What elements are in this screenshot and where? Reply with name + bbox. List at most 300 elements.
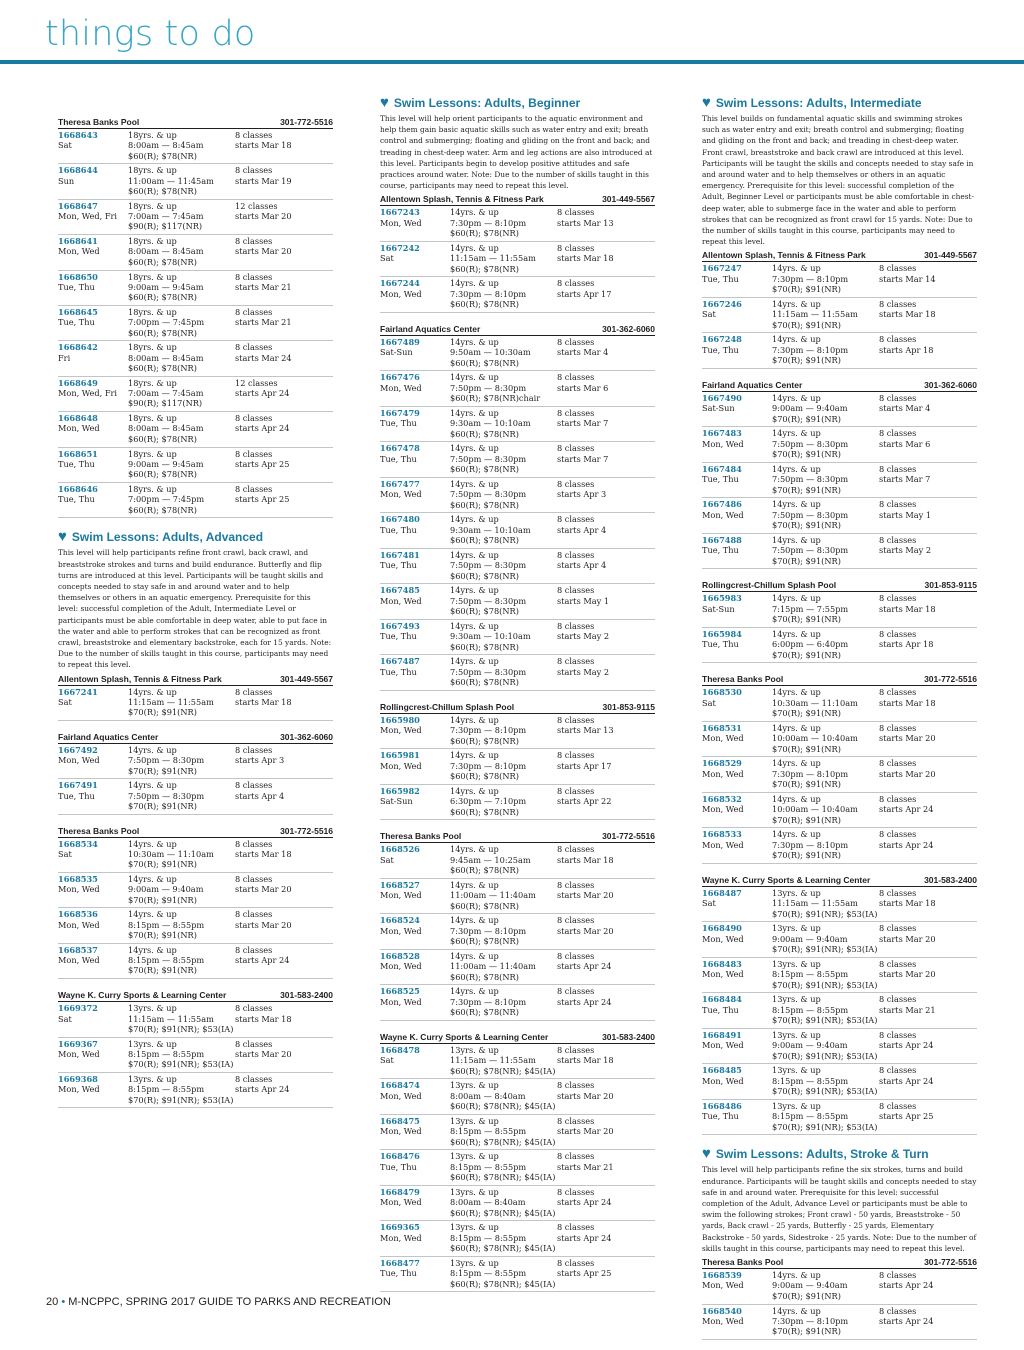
course-row xyxy=(58,1038,333,1073)
course-code-link[interactable]: 1668530 xyxy=(702,687,742,698)
location-phone: 301-772-5516 xyxy=(924,1257,977,1268)
course-row xyxy=(380,785,655,821)
course-row xyxy=(380,407,655,443)
course-row xyxy=(380,478,655,514)
course-fee: $60(R); $78(NR) xyxy=(450,735,519,746)
course-schedule-cell xyxy=(557,408,655,442)
course-code-link[interactable]: 1665982 xyxy=(380,785,420,796)
course-id-cell xyxy=(380,1151,450,1185)
course-row xyxy=(58,129,333,164)
course-code-link[interactable]: 1668524 xyxy=(380,915,420,926)
course-classes: 8 classes xyxy=(879,534,917,545)
course-time: 9:00am — 9:45am xyxy=(128,458,204,469)
course-id-cell xyxy=(702,1270,772,1304)
course-detail-cell xyxy=(128,130,235,163)
course-start: starts Mar 20 xyxy=(879,733,936,744)
location-phone: 301-583-2400 xyxy=(280,990,333,1001)
course-detail-cell xyxy=(128,449,235,482)
course-detail-cell xyxy=(128,378,235,411)
course-code-link[interactable]: 1668479 xyxy=(380,1186,420,1197)
course-time: 7:00pm — 7:45pm xyxy=(128,317,205,328)
course-start: starts Apr 24 xyxy=(557,996,612,1007)
course-row xyxy=(58,377,333,412)
course-start: starts Mar 6 xyxy=(557,382,609,393)
course-id-cell xyxy=(380,585,450,619)
course-schedule-cell xyxy=(235,1074,333,1107)
publication-title: M-NCPPC, SPRING 2017 GUIDE TO PARKS AND RECREATION xyxy=(68,1296,391,1308)
course-id-cell xyxy=(58,307,128,340)
location-header xyxy=(58,731,333,744)
course-classes: 8 classes xyxy=(879,1065,917,1076)
course-time: 11:15am — 11:55am xyxy=(772,898,858,909)
course-code-link[interactable]: 1668534 xyxy=(58,838,98,849)
course-code-link[interactable]: 1668536 xyxy=(58,909,98,920)
course-row xyxy=(702,262,977,298)
course-age: 13yrs. & up xyxy=(450,1080,499,1091)
course-start: starts Mar 14 xyxy=(879,273,936,284)
course-code-link[interactable]: 1665983 xyxy=(702,593,742,604)
location-name: Theresa Banks Pool xyxy=(58,825,140,836)
course-time: 9:30am — 10:10am xyxy=(450,418,531,429)
section-description: This level will help participants refine front crawl, back crawl, and breaststroke strokes and turns and build endurance. Butterfly and flip turns are introduced at this level. Participants will be taught skills and concepts needed to stay safe in and around water and to help themselves or others in an aquatic emergency. Prerequisite for this level: successful completion of the Adult, Intermediate Level or participants must be able comfortable in deep water, able to put face in the water and able to perform strokes that can be recognized as front crawl, breaststroke and elementary backstroke, each for 15 yards. Note: Due to the number of skills taught in this course, participants may need to repeat this level. xyxy=(58,548,332,670)
course-fee: $70(R); $91(NR); $53(IA) xyxy=(772,979,878,990)
course-row xyxy=(702,463,977,499)
course-id-cell xyxy=(702,723,772,757)
course-time: 7:50pm — 8:30pm xyxy=(128,790,205,801)
course-code-link[interactable]: 1669372 xyxy=(58,1003,98,1014)
course-days: Mon, Wed xyxy=(702,733,744,744)
course-detail-cell xyxy=(450,585,557,619)
location-phone: 301-583-2400 xyxy=(924,874,977,885)
course-detail-cell xyxy=(450,479,557,513)
course-classes: 8 classes xyxy=(879,428,917,439)
course-id-cell xyxy=(58,413,128,446)
course-id-cell xyxy=(380,243,450,277)
course-code-link[interactable]: 1668641 xyxy=(58,236,98,247)
course-start: starts Mar 20 xyxy=(879,768,936,779)
course-time: 7:50pm — 8:30pm xyxy=(450,382,527,393)
course-age: 18yrs. & up xyxy=(128,342,177,353)
course-row xyxy=(380,655,655,691)
course-code-link[interactable]: 1668526 xyxy=(380,844,420,855)
course-code-link[interactable]: 1668532 xyxy=(702,793,742,804)
course-age: 14yrs. & up xyxy=(450,714,499,725)
course-id-cell xyxy=(58,909,128,942)
course-id-cell xyxy=(702,299,772,333)
course-code-link[interactable]: 1668528 xyxy=(380,950,420,961)
course-id-cell xyxy=(58,1074,128,1107)
course-code-link[interactable]: 1668533 xyxy=(702,829,742,840)
course-row xyxy=(380,336,655,372)
course-time: 7:30pm — 8:10pm xyxy=(772,768,849,779)
section-title: Swim Lessons: Adults, Advanced xyxy=(71,529,264,544)
course-id-cell xyxy=(702,1306,772,1340)
block-spacer xyxy=(702,1340,977,1350)
course-time: 11:15am — 11:55am xyxy=(772,309,858,320)
course-days: Mon, Wed xyxy=(702,839,744,850)
course-classes: 8 classes xyxy=(879,793,917,804)
course-start: starts Mar 20 xyxy=(235,1048,292,1059)
course-age: 14yrs. & up xyxy=(450,915,499,926)
course-code-link[interactable]: 1668478 xyxy=(380,1044,420,1055)
course-age: 13yrs. & up xyxy=(772,887,821,898)
block-spacer xyxy=(702,864,977,874)
course-id-cell xyxy=(702,464,772,498)
course-days: Mon, Wed xyxy=(380,725,422,736)
course-code-link[interactable]: 1668487 xyxy=(702,887,742,898)
course-row xyxy=(380,985,655,1021)
course-schedule-cell xyxy=(557,880,655,914)
course-id-cell xyxy=(702,959,772,993)
course-code-link[interactable]: 1667492 xyxy=(58,744,98,755)
course-code-link[interactable]: 1667479 xyxy=(380,407,420,418)
course-code-link[interactable]: 1668650 xyxy=(58,271,98,282)
course-detail-cell xyxy=(450,951,557,985)
course-classes: 8 classes xyxy=(235,483,273,494)
course-classes: 8 classes xyxy=(557,986,595,997)
course-days: Tue, Thu xyxy=(702,1004,739,1015)
course-row xyxy=(380,950,655,986)
course-classes: 8 classes xyxy=(557,620,595,631)
course-age: 14yrs. & up xyxy=(772,687,821,698)
course-start: starts Apr 4 xyxy=(557,560,607,571)
course-classes: 8 classes xyxy=(557,714,595,725)
course-start: starts Mar 20 xyxy=(235,246,292,257)
course-detail-cell xyxy=(128,1074,235,1107)
course-code-link[interactable]: 1668525 xyxy=(380,986,420,997)
course-code-link[interactable]: 1668646 xyxy=(58,483,98,494)
course-code-link[interactable]: 1668490 xyxy=(702,923,742,934)
course-schedule-cell xyxy=(235,945,333,978)
course-days: Sat-Sun xyxy=(702,403,735,414)
course-detail-cell xyxy=(128,745,235,778)
course-row xyxy=(380,1044,655,1080)
course-code-link[interactable]: 1668485 xyxy=(702,1065,742,1076)
course-days: Mon, Wed xyxy=(58,1048,100,1059)
course-id-cell xyxy=(380,278,450,312)
course-code-link[interactable]: 1668537 xyxy=(58,944,98,955)
course-time: 10:30am — 11:10am xyxy=(772,697,858,708)
course-code-link[interactable]: 1669368 xyxy=(58,1074,98,1085)
course-time: 7:50pm — 8:30pm xyxy=(128,755,205,766)
course-start: starts Mar 18 xyxy=(557,854,614,865)
course-code-link[interactable]: 1669365 xyxy=(380,1222,420,1233)
course-id-cell xyxy=(702,428,772,462)
course-detail-cell xyxy=(450,715,557,749)
course-row xyxy=(58,908,333,943)
course-fee: $70(R); $91(NR) xyxy=(128,707,197,718)
course-schedule-cell xyxy=(235,1003,333,1036)
course-schedule-cell xyxy=(879,629,977,663)
course-code-link[interactable]: 1668535 xyxy=(58,874,98,885)
block-spacer xyxy=(702,569,977,579)
course-classes: 8 classes xyxy=(879,1100,917,1111)
course-classes: 8 classes xyxy=(879,392,917,403)
course-code-link[interactable]: 1667476 xyxy=(380,372,420,383)
course-fee: $60(R); $78(NR) xyxy=(128,256,197,267)
bullet-icon: • xyxy=(61,1296,66,1308)
course-schedule-cell xyxy=(557,550,655,584)
course-code-link[interactable]: 1667491 xyxy=(58,780,98,791)
course-schedule-cell xyxy=(557,621,655,655)
course-row xyxy=(702,1305,977,1341)
course-schedule-cell xyxy=(235,839,333,872)
course-days: Mon, Wed xyxy=(380,760,422,771)
course-code-link[interactable]: 1667244 xyxy=(380,278,420,289)
section-heading xyxy=(58,528,333,545)
course-row xyxy=(58,1002,333,1037)
course-classes: 8 classes xyxy=(879,593,917,604)
course-start: starts Mar 20 xyxy=(235,919,292,930)
location-name: Theresa Banks Pool xyxy=(702,674,784,685)
location-name: Theresa Banks Pool xyxy=(380,831,462,842)
course-fee: $60(R); $78(NR); $45(IA) xyxy=(450,1172,556,1183)
course-code-link[interactable]: 1668645 xyxy=(58,306,98,317)
course-age: 18yrs. & up xyxy=(128,165,177,176)
course-code-link[interactable]: 1668476 xyxy=(380,1151,420,1162)
course-code-link[interactable]: 1667487 xyxy=(380,656,420,667)
course-time: 7:30pm — 8:10pm xyxy=(450,760,527,771)
course-time: 7:50pm — 8:30pm xyxy=(450,560,527,571)
course-row xyxy=(380,1115,655,1151)
course-id-cell xyxy=(702,1101,772,1135)
course-code-link[interactable]: 1665981 xyxy=(380,750,420,761)
course-detail-cell xyxy=(128,1039,235,1072)
course-code-link[interactable]: 1667242 xyxy=(380,242,420,253)
course-start: starts Apr 24 xyxy=(557,1197,612,1208)
course-start: starts Mar 21 xyxy=(235,317,292,328)
course-age: 14yrs. & up xyxy=(128,744,177,755)
course-days: Mon, Wed xyxy=(702,1040,744,1051)
course-classes: 8 classes xyxy=(557,844,595,855)
course-code-link[interactable]: 1668483 xyxy=(702,958,742,969)
course-days: Tue, Thu xyxy=(380,1268,417,1279)
course-start: starts Apr 17 xyxy=(557,288,612,299)
course-days: Mon, Wed, Fri xyxy=(58,388,118,399)
course-schedule-cell xyxy=(235,342,333,375)
course-age: 14yrs. & up xyxy=(128,944,177,955)
course-days: Mon, Wed xyxy=(58,884,100,895)
course-age: 13yrs. & up xyxy=(450,1151,499,1162)
course-row xyxy=(380,879,655,915)
course-row xyxy=(58,744,333,779)
course-classes: 8 classes xyxy=(879,334,917,345)
course-start: starts May 2 xyxy=(879,545,932,556)
course-time: 9:45am — 10:25am xyxy=(450,854,531,865)
course-days: Mon, Wed xyxy=(380,996,422,1007)
course-fee: $60(R); $78(NR) xyxy=(450,971,519,982)
course-days: Mon, Wed xyxy=(702,969,744,980)
course-row xyxy=(702,722,977,758)
course-code-link[interactable]: 1668647 xyxy=(58,200,98,211)
course-start: starts Mar 6 xyxy=(879,438,931,449)
course-classes: 8 classes xyxy=(235,838,273,849)
course-days: Sat-Sun xyxy=(702,603,735,614)
course-time: 11:15am — 11:55am xyxy=(450,253,536,264)
course-row xyxy=(380,843,655,879)
course-id-cell xyxy=(702,888,772,922)
course-code-link[interactable]: 1668643 xyxy=(58,130,98,140)
course-code-link[interactable]: 1667241 xyxy=(58,686,98,697)
course-code-link[interactable]: 1667477 xyxy=(380,478,420,489)
course-age: 14yrs. & up xyxy=(772,463,821,474)
course-detail-cell xyxy=(450,1045,557,1079)
course-code-link[interactable]: 1667246 xyxy=(702,298,742,309)
course-detail-cell xyxy=(450,443,557,477)
course-fee: $70(R); $91(NR) xyxy=(772,484,841,495)
block-spacer xyxy=(58,1108,333,1118)
course-id-cell xyxy=(380,1116,450,1150)
course-id-cell xyxy=(380,786,450,820)
course-code-link[interactable]: 1667480 xyxy=(380,514,420,525)
location-phone: 301-853-9115 xyxy=(602,701,655,712)
course-code-link[interactable]: 1667243 xyxy=(380,207,420,218)
course-days: Mon, Wed xyxy=(702,1075,744,1086)
course-code-link[interactable]: 1668649 xyxy=(58,377,98,388)
course-fee: $60(R); $78(NR); $45(IA) xyxy=(450,1136,556,1147)
course-fee: $70(R); $91(NR) xyxy=(772,355,841,366)
course-detail-cell xyxy=(128,909,235,942)
block-spacer xyxy=(58,815,333,825)
course-schedule-cell xyxy=(235,272,333,305)
course-fee: $60(R); $78(NR) xyxy=(128,469,197,480)
course-start: starts Apr 3 xyxy=(235,755,285,766)
course-days: Mon, Wed xyxy=(380,288,422,299)
course-fee: $70(R); $91(NR) xyxy=(772,520,841,531)
course-code-link[interactable]: 1668484 xyxy=(702,994,742,1005)
course-code-link[interactable]: 1667483 xyxy=(702,428,742,439)
course-detail-cell xyxy=(128,413,235,446)
section-description: This level will help orient participants to the aquatic environment and help them gain basic aquatic skills such as water entry and exit; breath control and submerging; floating and gliding on the front and back; and treading in chest-deep water. Arm and leg actions are also introduced at this level. Participants begin to develop positive attitudes and safe practices around water. Note: Due to the number of skills taught in this course, participants may need to repeat this level. xyxy=(380,114,653,191)
course-code-link[interactable]: 1668644 xyxy=(58,165,98,176)
course-days: Tue, Thu xyxy=(702,273,739,284)
course-schedule-cell xyxy=(557,243,655,277)
course-row xyxy=(58,686,333,721)
course-id-cell xyxy=(702,393,772,427)
location-header xyxy=(702,379,977,392)
course-row xyxy=(58,483,333,518)
course-id-cell xyxy=(58,165,128,198)
course-fee: $70(R); $91(NR) xyxy=(128,800,197,811)
course-age: 13yrs. & up xyxy=(450,1222,499,1233)
course-code-link[interactable]: 1668474 xyxy=(380,1080,420,1091)
course-age: 14yrs. & up xyxy=(450,585,499,596)
course-schedule-cell xyxy=(557,514,655,548)
course-code-link[interactable]: 1665980 xyxy=(380,714,420,725)
course-days: Mon, Wed xyxy=(58,423,100,434)
course-row xyxy=(58,412,333,447)
course-code-link[interactable]: 1668642 xyxy=(58,342,98,353)
course-detail-cell xyxy=(772,334,879,368)
course-classes: 8 classes xyxy=(557,1257,595,1268)
location-name: Theresa Banks Pool xyxy=(58,117,140,127)
course-schedule-cell xyxy=(557,1080,655,1114)
course-detail-cell xyxy=(772,994,879,1028)
course-id-cell xyxy=(58,236,128,269)
course-age: 14yrs. & up xyxy=(450,879,499,890)
course-code-link[interactable]: 1667485 xyxy=(380,585,420,596)
course-fee: $60(R); $78(NR) xyxy=(450,535,519,546)
course-age: 18yrs. & up xyxy=(128,236,177,247)
course-detail-cell xyxy=(128,236,235,269)
heart-icon: ♥ xyxy=(702,94,711,111)
course-age: 14yrs. & up xyxy=(450,750,499,761)
course-start: starts Mar 7 xyxy=(557,418,609,429)
course-id-cell xyxy=(58,1039,128,1072)
course-schedule-cell xyxy=(557,1116,655,1150)
course-code-link[interactable]: 1668529 xyxy=(702,758,742,769)
course-code-link[interactable]: 1667493 xyxy=(380,620,420,631)
course-code-link[interactable]: 1668648 xyxy=(58,413,98,424)
course-code-link[interactable]: 1667247 xyxy=(702,263,742,274)
course-code-link[interactable]: 1669367 xyxy=(58,1038,98,1049)
course-code-link[interactable]: 1668531 xyxy=(702,722,742,733)
course-start: starts Mar 21 xyxy=(235,281,292,292)
course-classes: 8 classes xyxy=(235,165,273,176)
course-code-link[interactable]: 1667478 xyxy=(380,443,420,454)
course-code-link[interactable]: 1668475 xyxy=(380,1115,420,1126)
course-detail-cell xyxy=(450,1080,557,1114)
course-detail-cell xyxy=(128,165,235,198)
course-code-link[interactable]: 1668540 xyxy=(702,1305,742,1316)
course-code-link[interactable]: 1665984 xyxy=(702,628,742,639)
course-age: 14yrs. & up xyxy=(450,278,499,289)
course-code-link[interactable]: 1667488 xyxy=(702,534,742,545)
course-days: Mon, Wed xyxy=(380,1126,422,1137)
course-code-link[interactable]: 1667484 xyxy=(702,463,742,474)
course-time: 7:30pm — 8:10pm xyxy=(772,1315,849,1326)
course-schedule-cell xyxy=(557,951,655,985)
course-detail-cell xyxy=(772,263,879,297)
course-fee: $60(R); $78(NR) xyxy=(450,806,519,817)
course-code-link[interactable]: 1668486 xyxy=(702,1100,742,1111)
course-code-link[interactable]: 1667489 xyxy=(380,336,420,347)
course-time: 9:00am — 9:40am xyxy=(772,1280,848,1291)
course-days: Mon, Wed xyxy=(702,768,744,779)
course-schedule-cell xyxy=(879,1270,977,1304)
course-fee: $60(R); $78(NR) xyxy=(450,865,519,876)
course-schedule-cell xyxy=(879,334,977,368)
course-code-link[interactable]: 1667248 xyxy=(702,334,742,345)
block-spacer xyxy=(702,369,977,379)
course-schedule-cell xyxy=(557,207,655,241)
course-classes: 8 classes xyxy=(879,958,917,969)
course-days: Tue, Thu xyxy=(702,639,739,650)
course-schedule-cell xyxy=(557,1258,655,1292)
course-fee: $70(R); $91(NR) xyxy=(772,413,841,424)
course-age: 14yrs. & up xyxy=(772,829,821,840)
course-code-link[interactable]: 1668527 xyxy=(380,879,420,890)
course-id-cell xyxy=(380,844,450,878)
course-code-link[interactable]: 1668651 xyxy=(58,448,98,459)
course-fee: $60(R); $78(NR) xyxy=(128,327,197,338)
location-header xyxy=(702,874,977,887)
course-age: 13yrs. & up xyxy=(772,994,821,1005)
course-id-cell xyxy=(702,1065,772,1099)
location-phone: 301-449-5567 xyxy=(280,673,333,684)
course-code-link[interactable]: 1667490 xyxy=(702,392,742,403)
course-days: Sun xyxy=(58,175,75,186)
course-detail-cell xyxy=(772,1030,879,1064)
course-time: 7:50pm — 8:30pm xyxy=(450,489,527,500)
course-code-link[interactable]: 1668491 xyxy=(702,1029,742,1040)
course-code-link[interactable]: 1668539 xyxy=(702,1270,742,1281)
course-code-link[interactable]: 1667481 xyxy=(380,549,420,560)
course-code-link[interactable]: 1668477 xyxy=(380,1257,420,1268)
course-detail-cell xyxy=(772,687,879,721)
course-id-cell xyxy=(380,621,450,655)
course-code-link[interactable]: 1667486 xyxy=(702,499,742,510)
